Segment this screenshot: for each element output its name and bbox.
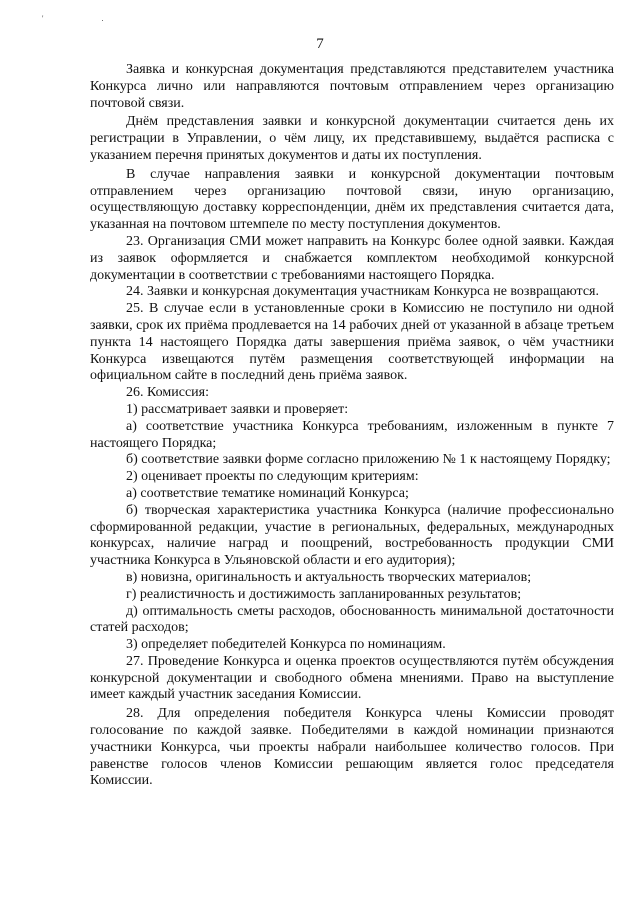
paragraph: Заявка и конкурсная документация представляются представителем участника Конкурса лично или направляются почтовым отправлением через организацию почтовой связи. [90, 62, 614, 111]
paragraph: в) новизна, оригинальность и актуальность творческих материалов; [126, 569, 532, 585]
paragraph: 23. Организация СМИ может направить на Конкурс более одной заявки. Каждая из заявок оформляется и снабжается комплектом необходимой конкурсной документации в соответствии с требованиями настоящего Порядка. [90, 233, 614, 283]
paragraph: д) оптимальность сметы расходов, обоснованность минимальной достаточности статей расходов; [90, 603, 614, 636]
paragraph: 24. Заявки и конкурсная документация участникам Конкурса не возвращаются. [126, 284, 599, 300]
margin-marks: ' . [42, 14, 132, 23]
paragraph: б) соответствие заявки форме согласно приложению № 1 к настоящему Порядку; [126, 452, 611, 468]
paragraph: 3) определяет победителей Конкурса по номинациям. [126, 637, 446, 653]
paragraph: 28. Для определения победителя Конкурса члены Комиссии проводят голосование по каждой заявке. Победителями в каждой номинации признаются участники Конкурса, чьи проекты набрали наибольшее количество голосов. При равенстве голосов членов Комиссии решающим является голос председателя Комиссии. [90, 706, 614, 789]
document-body [90, 62, 614, 790]
paragraph: 1) рассматривает заявки и проверяет: [126, 401, 349, 417]
paragraph: Днём представления заявки и конкурсной документации считается день их регистрации в Управлении, о чём лицу, их представившему, выдаётся расписка с указанием перечня принятых документов и даты их поступления. [90, 114, 614, 163]
page-number: 7 [316, 36, 324, 52]
paragraph: 2) оценивает проекты по следующим критериям: [126, 469, 419, 485]
paragraph: а) соответствие участника Конкурса требованиям, изложенным в пункте 7 настоящего Порядка; [90, 418, 614, 451]
paragraph: В случае направления заявки и конкурсной документации почтовым отправлением через организацию почтовой связи, иную организацию, осуществляющую доставку корреспонденции, днём их представления считается дата, указанная на почтовом штемпеле по месту поступления документов. [90, 166, 614, 233]
paragraph: б) творческая характеристика участника Конкурса (наличие профессионально сформированной редакции, участие в региональных, федеральных, международных конкурсах, наличие наград и поощрений, востребованность продукции СМИ участника Конкурса в Ульяновской области и его аудитория); [90, 502, 614, 569]
paragraph: 25. В случае если в установленные сроки в Комиссию не поступило ни одной заявки, срок их приёма продлевается на 14 рабочих дней от указанной в абзаце третьем пункта 14 настоящего Порядка даты завершения приёма заявок, о чём участники Конкурса извещаются путём размещения соответствующей информации на официальном сайте в последний день приёма заявок. [90, 301, 614, 384]
paragraph: 26. Комиссия: [126, 385, 209, 401]
paragraph: 27. Проведение Конкурса и оценка проектов осуществляются путём обсуждения конкурсной документации и свободного обмена мнениями. Право на выступление имеет каждый участник заседания Комиссии. [90, 653, 614, 703]
paragraph: г) реалистичность и достижимость запланированных результатов; [126, 586, 522, 602]
paragraph: а) соответствие тематике номинаций Конкурса; [126, 485, 409, 501]
